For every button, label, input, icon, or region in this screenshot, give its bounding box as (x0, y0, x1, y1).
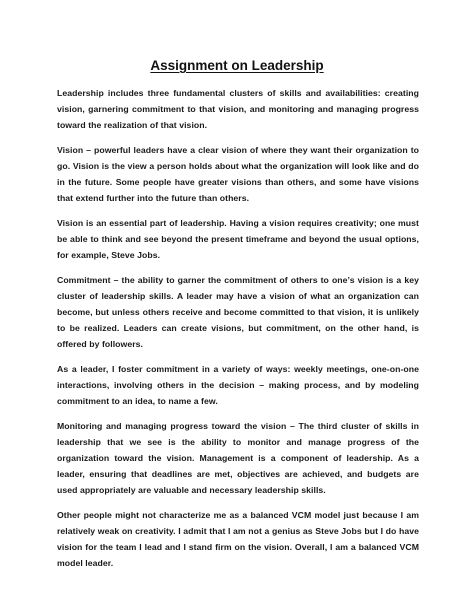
paragraph-vision-definition: Vision – powerful leaders have a clear vision of where they want their organization to go. Vision is the view a person holds about what the organization will look like and do in the future. Some people have greater visions than others, and some have visions that extend further into the future than others. (57, 145, 419, 203)
paragraph-self-assessment: Other people might not characterize me as a balanced VCM model just because I am relatively weak on creativity. I admit that I am not a genius as Steve Jobs but I do have vision for the team I lead and I stand firm on the vision. Overall, I am a balanced VCM model leader. (57, 510, 419, 568)
document-body (57, 85, 419, 580)
document-title: Assignment on Leadership (150, 58, 324, 73)
paragraph-vision-creativity: Vision is an essential part of leadership. Having a vision requires creativity; one must be able to think and see beyond the present timeframe and beyond the usual options, for example, Steve Jobs. (57, 218, 419, 260)
paragraph-commitment: Commitment – the ability to garner the commitment of others to one’s vision is a key cluster of leadership skills. A leader may have a vision of what an organization can become, but unless others receive and become committed to that vision, it is unlikely to be realized. Leaders can create visions, but commitment, on the other hand, is offered by followers. (57, 275, 419, 349)
paragraph-fostering-commitment: As a leader, I foster commitment in a variety of ways: weekly meetings, one-on-one interactions, involving others in the decision – making process, and by modeling commitment to an idea, to name a few. (57, 364, 419, 406)
paragraph-leadership-intro: Leadership includes three fundamental clusters of skills and availabilities: creating vision, garnering commitment to that vision, and monitoring and managing progress toward the realization of that vision. (57, 88, 419, 130)
paragraph-monitoring-progress: Monitoring and managing progress toward the vision – The third cluster of skills in leadership that we see is the ability to monitor and manage progress of the organization toward the vision. Management is a component of leadership. As a leader, ensuring that deadlines are met, objectives are achieved, and budgets are used appropriately are valuable and necessary leadership skills. (57, 421, 419, 495)
